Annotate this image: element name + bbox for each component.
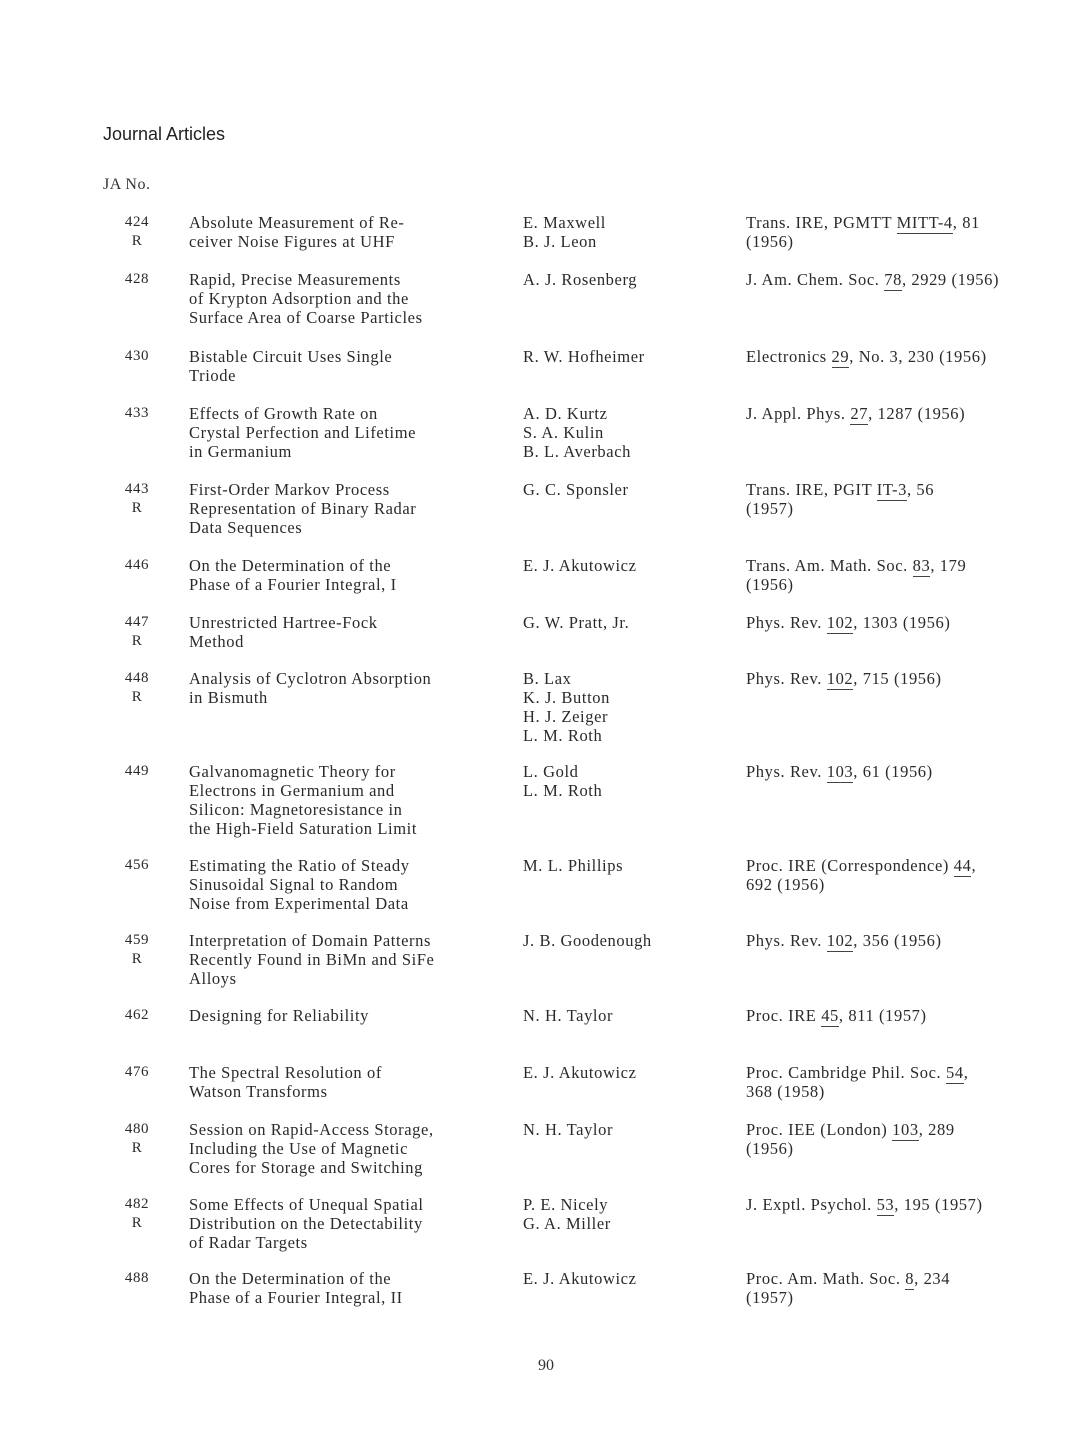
citation-volume: 78 — [884, 270, 902, 289]
article-title: Galvanomagnetic Theory for Electrons in Germanium and Silicon: Magnetoresistance in the High-Field Saturation Limit — [189, 762, 418, 838]
article-citation — [746, 931, 1066, 950]
article-authors: R. W. Hofheimer — [523, 347, 645, 366]
article-citation — [746, 480, 1066, 518]
article-authors: M. L. Phillips — [523, 856, 624, 875]
article-title: Some Effects of Unequal Spatial Distribution on the Detectability of Radar Targets — [189, 1195, 424, 1252]
article-title: Rapid, Precise Measurements of Krypton Adsorption and the Surface Area of Coarse Particles — [189, 270, 423, 327]
citation-volume: MITT-4 — [896, 213, 953, 232]
ja-number: 447 R — [124, 614, 150, 649]
ja-number: 430 — [124, 348, 150, 364]
citation-volume: 8 — [905, 1269, 915, 1288]
citation-volume: 102 — [826, 931, 854, 950]
ja-number: 428 — [124, 271, 150, 287]
citation-volume: 83 — [912, 556, 931, 575]
citation-pages-year: , 61 (1956) — [853, 762, 933, 781]
article-citation — [746, 856, 1066, 894]
article-authors: E. J. Akutowicz — [523, 1269, 637, 1288]
article-authors: G. C. Sponsler — [523, 480, 629, 499]
citation-journal: J. Am. Chem. Soc. — [746, 270, 885, 289]
article-authors: L. Gold L. M. Roth — [523, 762, 603, 800]
citation-volume: 54 — [945, 1063, 964, 1082]
article-title: Estimating the Ratio of Steady Sinusoidal Signal to Random Noise from Experimental Data — [189, 856, 410, 913]
ja-number: 448 R — [124, 670, 150, 705]
article-citation — [746, 347, 1066, 366]
article-title: Bistable Circuit Uses Single Triode — [189, 347, 393, 385]
article-authors: B. Lax K. J. Button H. J. Zeiger L. M. Roth — [523, 669, 610, 745]
citation-journal: Proc. Cambridge Phil. Soc. — [746, 1063, 946, 1082]
ja-number: 446 — [124, 557, 150, 573]
citation-pages-year: , 811 (1957) — [838, 1006, 927, 1025]
article-citation — [746, 1063, 1066, 1101]
citation-journal: Phys. Rev. — [746, 931, 827, 950]
citation-pages-year: , 692 (1956) — [746, 856, 977, 894]
citation-journal: Trans. IRE, PGIT — [746, 480, 877, 499]
citation-journal: Phys. Rev. — [746, 762, 827, 781]
ja-number: 443 R — [124, 481, 150, 516]
article-citation — [746, 613, 1066, 632]
article-title: On the Determination of the Phase of a Fourier Integral, II — [189, 1269, 403, 1307]
article-title: Designing for Reliability — [189, 1006, 369, 1025]
article-citation — [746, 1269, 1066, 1307]
ja-number: 488 — [124, 1270, 150, 1286]
article-authors: P. E. Nicely G. A. Miller — [523, 1195, 611, 1233]
ja-number: 459 R — [124, 932, 150, 967]
article-authors: E. Maxwell B. J. Leon — [523, 213, 606, 251]
citation-volume: 44 — [953, 856, 972, 875]
citation-volume: 103 — [826, 762, 854, 781]
citation-journal: Phys. Rev. — [746, 669, 827, 688]
citation-journal: Proc. Am. Math. Soc. — [746, 1269, 906, 1288]
ja-number: 449 — [124, 763, 150, 779]
article-citation — [746, 1120, 1066, 1158]
article-authors: J. B. Goodenough — [523, 931, 652, 950]
citation-journal: J. Exptl. Psychol. — [746, 1195, 877, 1214]
citation-pages-year: , 234 (1957) — [746, 1269, 951, 1307]
citation-pages-year: , 2929 (1956) — [901, 270, 1000, 289]
citation-pages-year: , 1303 (1956) — [853, 613, 951, 632]
ja-number: 456 — [124, 857, 150, 873]
article-citation — [746, 1006, 1066, 1025]
ja-number: 480 R — [124, 1121, 150, 1156]
citation-volume: 27 — [850, 404, 869, 423]
citation-pages-year: , 1287 (1956) — [868, 404, 966, 423]
citation-journal: J. Appl. Phys. — [746, 404, 851, 423]
citation-journal: Proc. IEE (London) — [746, 1120, 893, 1139]
citation-journal: Trans. IRE, PGMTT — [746, 213, 897, 232]
ja-number: 482 R — [124, 1196, 150, 1231]
citation-journal: Trans. Am. Math. Soc. — [746, 556, 913, 575]
citation-pages-year: , 195 (1957) — [894, 1195, 983, 1214]
citation-pages-year: , 179 (1956) — [746, 556, 967, 594]
citation-volume: 53 — [876, 1195, 895, 1214]
article-authors: N. H. Taylor — [523, 1006, 614, 1025]
citation-pages-year: , 56 (1957) — [746, 480, 935, 518]
article-title: Session on Rapid-Access Storage, Including the Use of Magnetic Cores for Storage and Switching — [189, 1120, 434, 1177]
article-title: Unrestricted Hartree-Fock Method — [189, 613, 378, 651]
citation-volume: 102 — [826, 669, 854, 688]
page-number: 90 — [538, 1357, 554, 1374]
article-title: Interpretation of Domain Patterns Recently Found in BiMn and SiFe Alloys — [189, 931, 435, 988]
article-authors: E. J. Akutowicz — [523, 1063, 637, 1082]
article-citation — [746, 1195, 1066, 1214]
citation-pages-year: , No. 3, 230 (1956) — [849, 347, 987, 366]
article-citation — [746, 762, 1066, 781]
article-authors: E. J. Akutowicz — [523, 556, 637, 575]
citation-volume: 103 — [892, 1120, 919, 1139]
article-title: The Spectral Resolution of Watson Transforms — [189, 1063, 382, 1101]
citation-pages-year: , 81 (1956) — [746, 213, 980, 251]
citation-volume: 102 — [826, 613, 854, 632]
article-title: Analysis of Cyclotron Absorption in Bismuth — [189, 669, 432, 707]
citation-journal: Phys. Rev. — [746, 613, 827, 632]
citation-journal: Proc. IRE — [746, 1006, 822, 1025]
ja-number: 433 — [124, 405, 150, 421]
article-authors: A. D. Kurtz S. A. Kulin B. L. Averbach — [523, 404, 631, 461]
citation-pages-year: , 715 (1956) — [853, 669, 942, 688]
citation-journal: Proc. IRE (Correspondence) — [746, 856, 954, 875]
citation-volume: 45 — [821, 1006, 839, 1025]
article-citation — [746, 213, 1066, 251]
ja-number: 476 — [124, 1064, 150, 1080]
citation-pages-year: , 356 (1956) — [853, 931, 942, 950]
article-citation — [746, 556, 1066, 594]
citation-volume: IT-3 — [876, 480, 907, 499]
column-label-ja-no: JA No. — [103, 176, 151, 193]
citation-pages-year: , 368 (1958) — [746, 1063, 969, 1101]
article-citation — [746, 270, 1066, 289]
article-citation — [746, 669, 1066, 688]
article-title: Absolute Measurement of Re- ceiver Noise Figures at UHF — [189, 213, 405, 251]
article-authors: G. W. Pratt, Jr. — [523, 613, 630, 632]
article-authors: A. J. Rosenberg — [523, 270, 638, 289]
article-title: Effects of Growth Rate on Crystal Perfection and Lifetime in Germanium — [189, 404, 417, 461]
page-title: Journal Articles — [103, 124, 226, 144]
article-title: On the Determination of the Phase of a Fourier Integral, I — [189, 556, 397, 594]
article-authors: N. H. Taylor — [523, 1120, 614, 1139]
citation-journal: Electronics — [746, 347, 832, 366]
citation-pages-year: , 289 (1956) — [746, 1120, 955, 1158]
ja-number: 424 R — [124, 214, 150, 249]
article-citation — [746, 404, 1066, 423]
citation-volume: 29 — [831, 347, 850, 366]
ja-number: 462 — [124, 1007, 150, 1023]
article-title: First-Order Markov Process Representation of Binary Radar Data Sequences — [189, 480, 417, 537]
